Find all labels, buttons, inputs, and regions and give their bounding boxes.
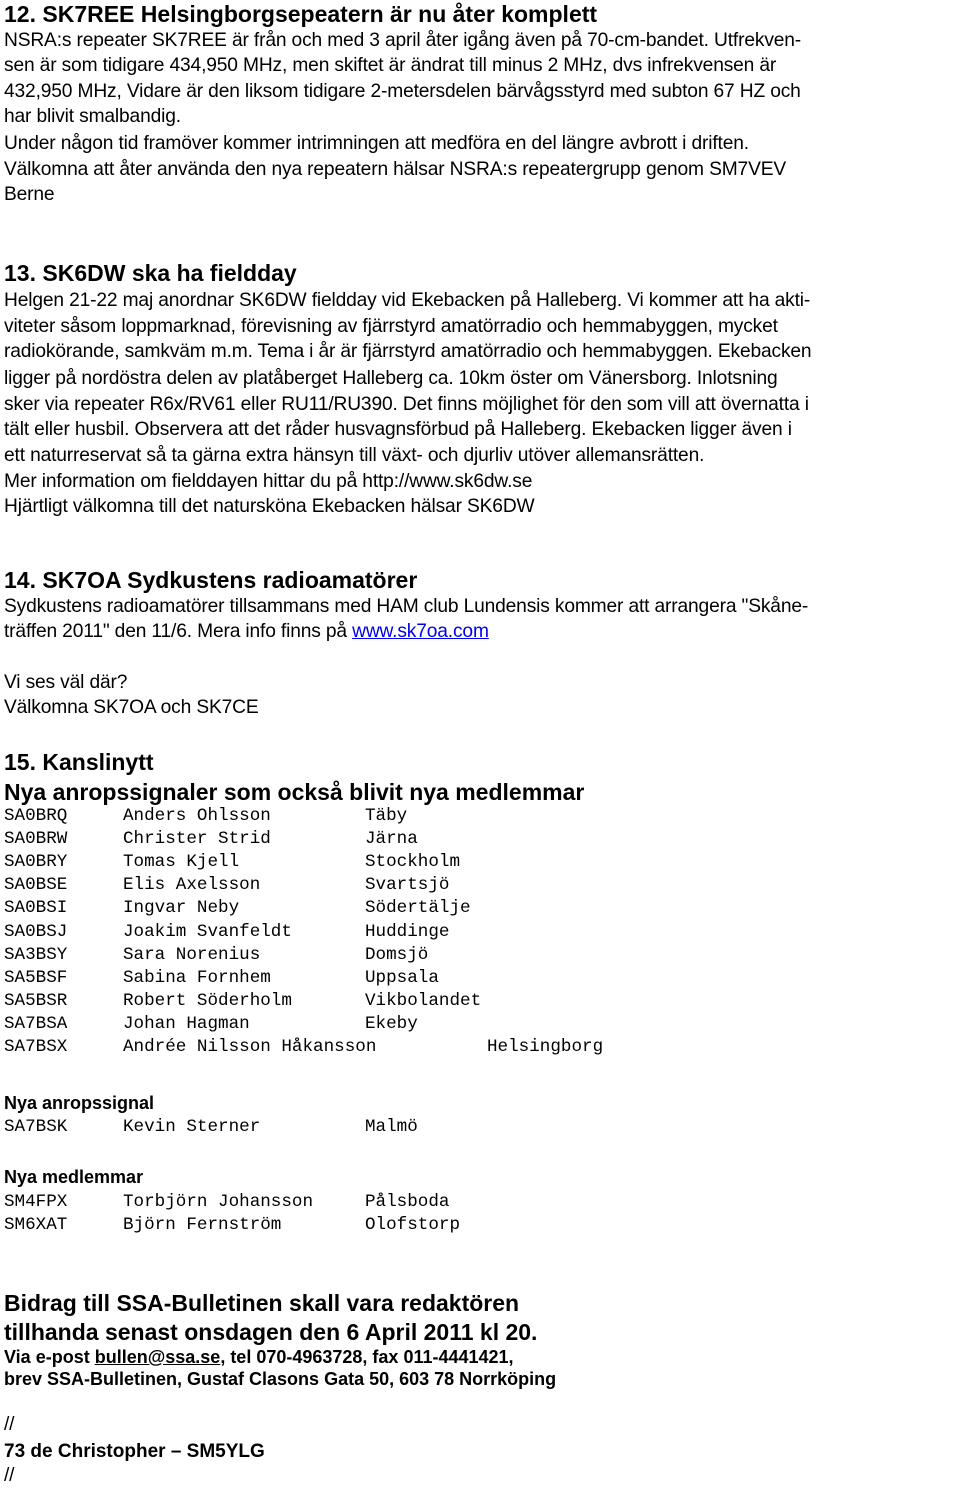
- member-row-call: SA5BSR: [4, 990, 68, 1011]
- s14-line-2: [4, 621, 489, 643]
- s13-line-2: viteter såsom loppmarknad, förevisning av fjärrstyrd amatörradio och hemmabyggen, mycket: [4, 316, 778, 337]
- footer-line-1: Bidrag till SSA-Bulletinen skall vara redaktören: [4, 1290, 520, 1316]
- email-link[interactable]: bullen@ssa.se: [94, 1347, 221, 1367]
- newmember-row-city: Olofstorp: [365, 1215, 461, 1235]
- s14-line-2-text: träffen 2011" den 11/6. Mera info finns på: [4, 621, 353, 642]
- member-row-call: SA0BSE: [4, 875, 68, 896]
- section-15-title: 15. Kanslinytt: [4, 749, 154, 775]
- member-row-name: Elis Axelsson: [123, 875, 261, 896]
- newmember-row-city: Pålsboda: [365, 1192, 450, 1212]
- s14-line-3: Vi ses väl där?: [4, 672, 128, 693]
- footer-contact: [4, 1347, 514, 1368]
- member-row-city: Vikbolandet: [365, 990, 482, 1011]
- sk7oa-link[interactable]: www.sk7oa.com: [352, 621, 489, 642]
- newmember-row-call: SM4FPX: [4, 1192, 68, 1212]
- separator-top: //: [4, 1414, 15, 1435]
- member-row-call: SA0BRQ: [4, 806, 68, 826]
- member-row-city: Helsingborg: [487, 1037, 604, 1057]
- s14-line-1: Sydkustens radioamatörer tillsammans med HAM club Lundensis kommer att arrangera "Skåne-: [4, 596, 809, 617]
- member-row-city: Huddinge: [365, 921, 450, 942]
- newmember-row-name: Björn Fernström: [123, 1215, 282, 1235]
- s13-line-8: Mer information om fielddayen hittar du på http://www.sk6dw.se: [4, 471, 533, 492]
- s13-line-6: tält eller husbil. Observera att det råder husvagnsförbud på Halleberg. Ekebacken ligger även i: [4, 419, 792, 440]
- member-row-name: Robert Söderholm: [123, 990, 292, 1011]
- member-row-name: Anders Ohlsson: [123, 806, 271, 826]
- member-row-call: SA0BSI: [4, 898, 68, 919]
- s13-line-5: sker via repeater R6x/RV61 eller RU11/RU390. Det finns möjlighet för den som vill att övernatta i: [4, 394, 809, 415]
- callsign-city: Malmö: [365, 1117, 418, 1137]
- member-row-city: Ekeby: [365, 1013, 418, 1034]
- s12-line-1: NSRA:s repeater SK7REE är från och med 3 april åter igång även på 70-cm-bandet. Utfrekven-: [4, 30, 802, 51]
- member-row-call: SA0BSJ: [4, 921, 68, 942]
- member-row-call: SA7BSX: [4, 1037, 68, 1057]
- callsign-call: SA7BSK: [4, 1117, 68, 1137]
- s12-line-6: Välkomna att åter använda den nya repeatern hälsar NSRA:s repeatergrupp genom SM7VEV: [4, 159, 787, 180]
- signoff: 73 de Christopher – SM5YLG: [4, 1441, 265, 1462]
- member-row-call: SA5BSF: [4, 967, 68, 988]
- separator-bottom: //: [4, 1465, 15, 1486]
- s13-line-1: Helgen 21-22 maj anordnar SK6DW fieldday vid Ekebacken på Halleberg. Vi kommer att ha akti-: [4, 290, 811, 311]
- s12-line-4: har blivit smalbandig.: [4, 106, 181, 127]
- member-row-name: Christer Strid: [123, 829, 271, 850]
- section-13-title: 13. SK6DW ska ha fieldday: [4, 260, 297, 286]
- newmember-row-call: SM6XAT: [4, 1215, 68, 1235]
- callsign-title: Nya anropssignal: [4, 1093, 155, 1113]
- member-row-city: Uppsala: [365, 967, 439, 988]
- newmember-row-name: Torbjörn Johansson: [123, 1192, 314, 1212]
- footer-email-post: , tel 070-4963728, fax 011-4441421,: [220, 1347, 514, 1367]
- member-row-name: Andrée Nilsson Håkansson: [123, 1037, 377, 1057]
- member-row-name: Tomas Kjell: [123, 852, 240, 873]
- member-row-call: SA0BRY: [4, 852, 68, 873]
- s12-line-2: sen är som tidigare 434,950 MHz, men skiftet är ändrat till minus 2 MHz, dvs infrekvensen är: [4, 55, 777, 76]
- member-row-city: Järna: [365, 829, 418, 850]
- section-14-title: 14. SK7OA Sydkustens radioamatörer: [4, 567, 418, 593]
- member-row-name: Johan Hagman: [123, 1013, 250, 1034]
- s12-line-5: Under någon tid framöver kommer intrimningen att medföra en del längre avbrott i driften.: [4, 133, 749, 154]
- member-row-name: Sabina Fornhem: [123, 967, 271, 988]
- member-row-city: Stockholm: [365, 852, 461, 873]
- member-row-call: SA3BSY: [4, 944, 68, 965]
- s12-line-7: Berne: [4, 184, 55, 205]
- s13-line-9: Hjärtligt välkomna till det natursköna Ekebacken hälsar SK6DW: [4, 496, 535, 517]
- member-row-city: Svartsjö: [365, 875, 450, 896]
- newmembers-title: Nya medlemmar: [4, 1167, 144, 1187]
- member-row-city: Domsjö: [365, 944, 429, 965]
- s14-line-4: Välkomna SK7OA och SK7CE: [4, 697, 259, 718]
- s13-line-3: radiokörande, samkväm m.m. Tema i år är fjärrstyrd amatörradio och hemmabyggen. Ekebacken: [4, 341, 812, 362]
- section-15-subtitle: Nya anropssignaler som också blivit nya medlemmar: [4, 779, 585, 805]
- callsign-name: Kevin Sterner: [123, 1117, 261, 1137]
- footer-line-2: tillhanda senast onsdagen den 6 April 2011 kl 20.: [4, 1319, 538, 1345]
- member-row-call: SA7BSA: [4, 1013, 68, 1034]
- member-row-name: Sara Norenius: [123, 944, 261, 965]
- member-row-name: Joakim Svanfeldt: [123, 921, 292, 942]
- s13-line-4: ligger på nordöstra delen av platåberget Halleberg ca. 10km öster om Vänersborg. Inlotsning: [4, 368, 778, 389]
- footer-email-pre: Via e-post: [4, 1347, 95, 1367]
- member-row-city: Täby: [365, 806, 408, 826]
- s13-line-7: ett naturreservat så ta gärna extra hänsyn till växt- och djurliv utöver allemansrätten.: [4, 445, 705, 466]
- member-row-city: Södertälje: [365, 898, 471, 919]
- s12-line-3: 432,950 MHz, Vidare är den liksom tidigare 2-metersdelen bärvågsstyrd med subton 67 HZ och: [4, 81, 801, 102]
- footer-address: brev SSA-Bulletinen, Gustaf Clasons Gata 50, 603 78 Norrköping: [4, 1369, 557, 1389]
- member-row-call: SA0BRW: [4, 829, 68, 850]
- section-12-title: 12. SK7REE Helsingborgsepeatern är nu åter komplett: [4, 1, 598, 27]
- member-row-name: Ingvar Neby: [123, 898, 240, 919]
